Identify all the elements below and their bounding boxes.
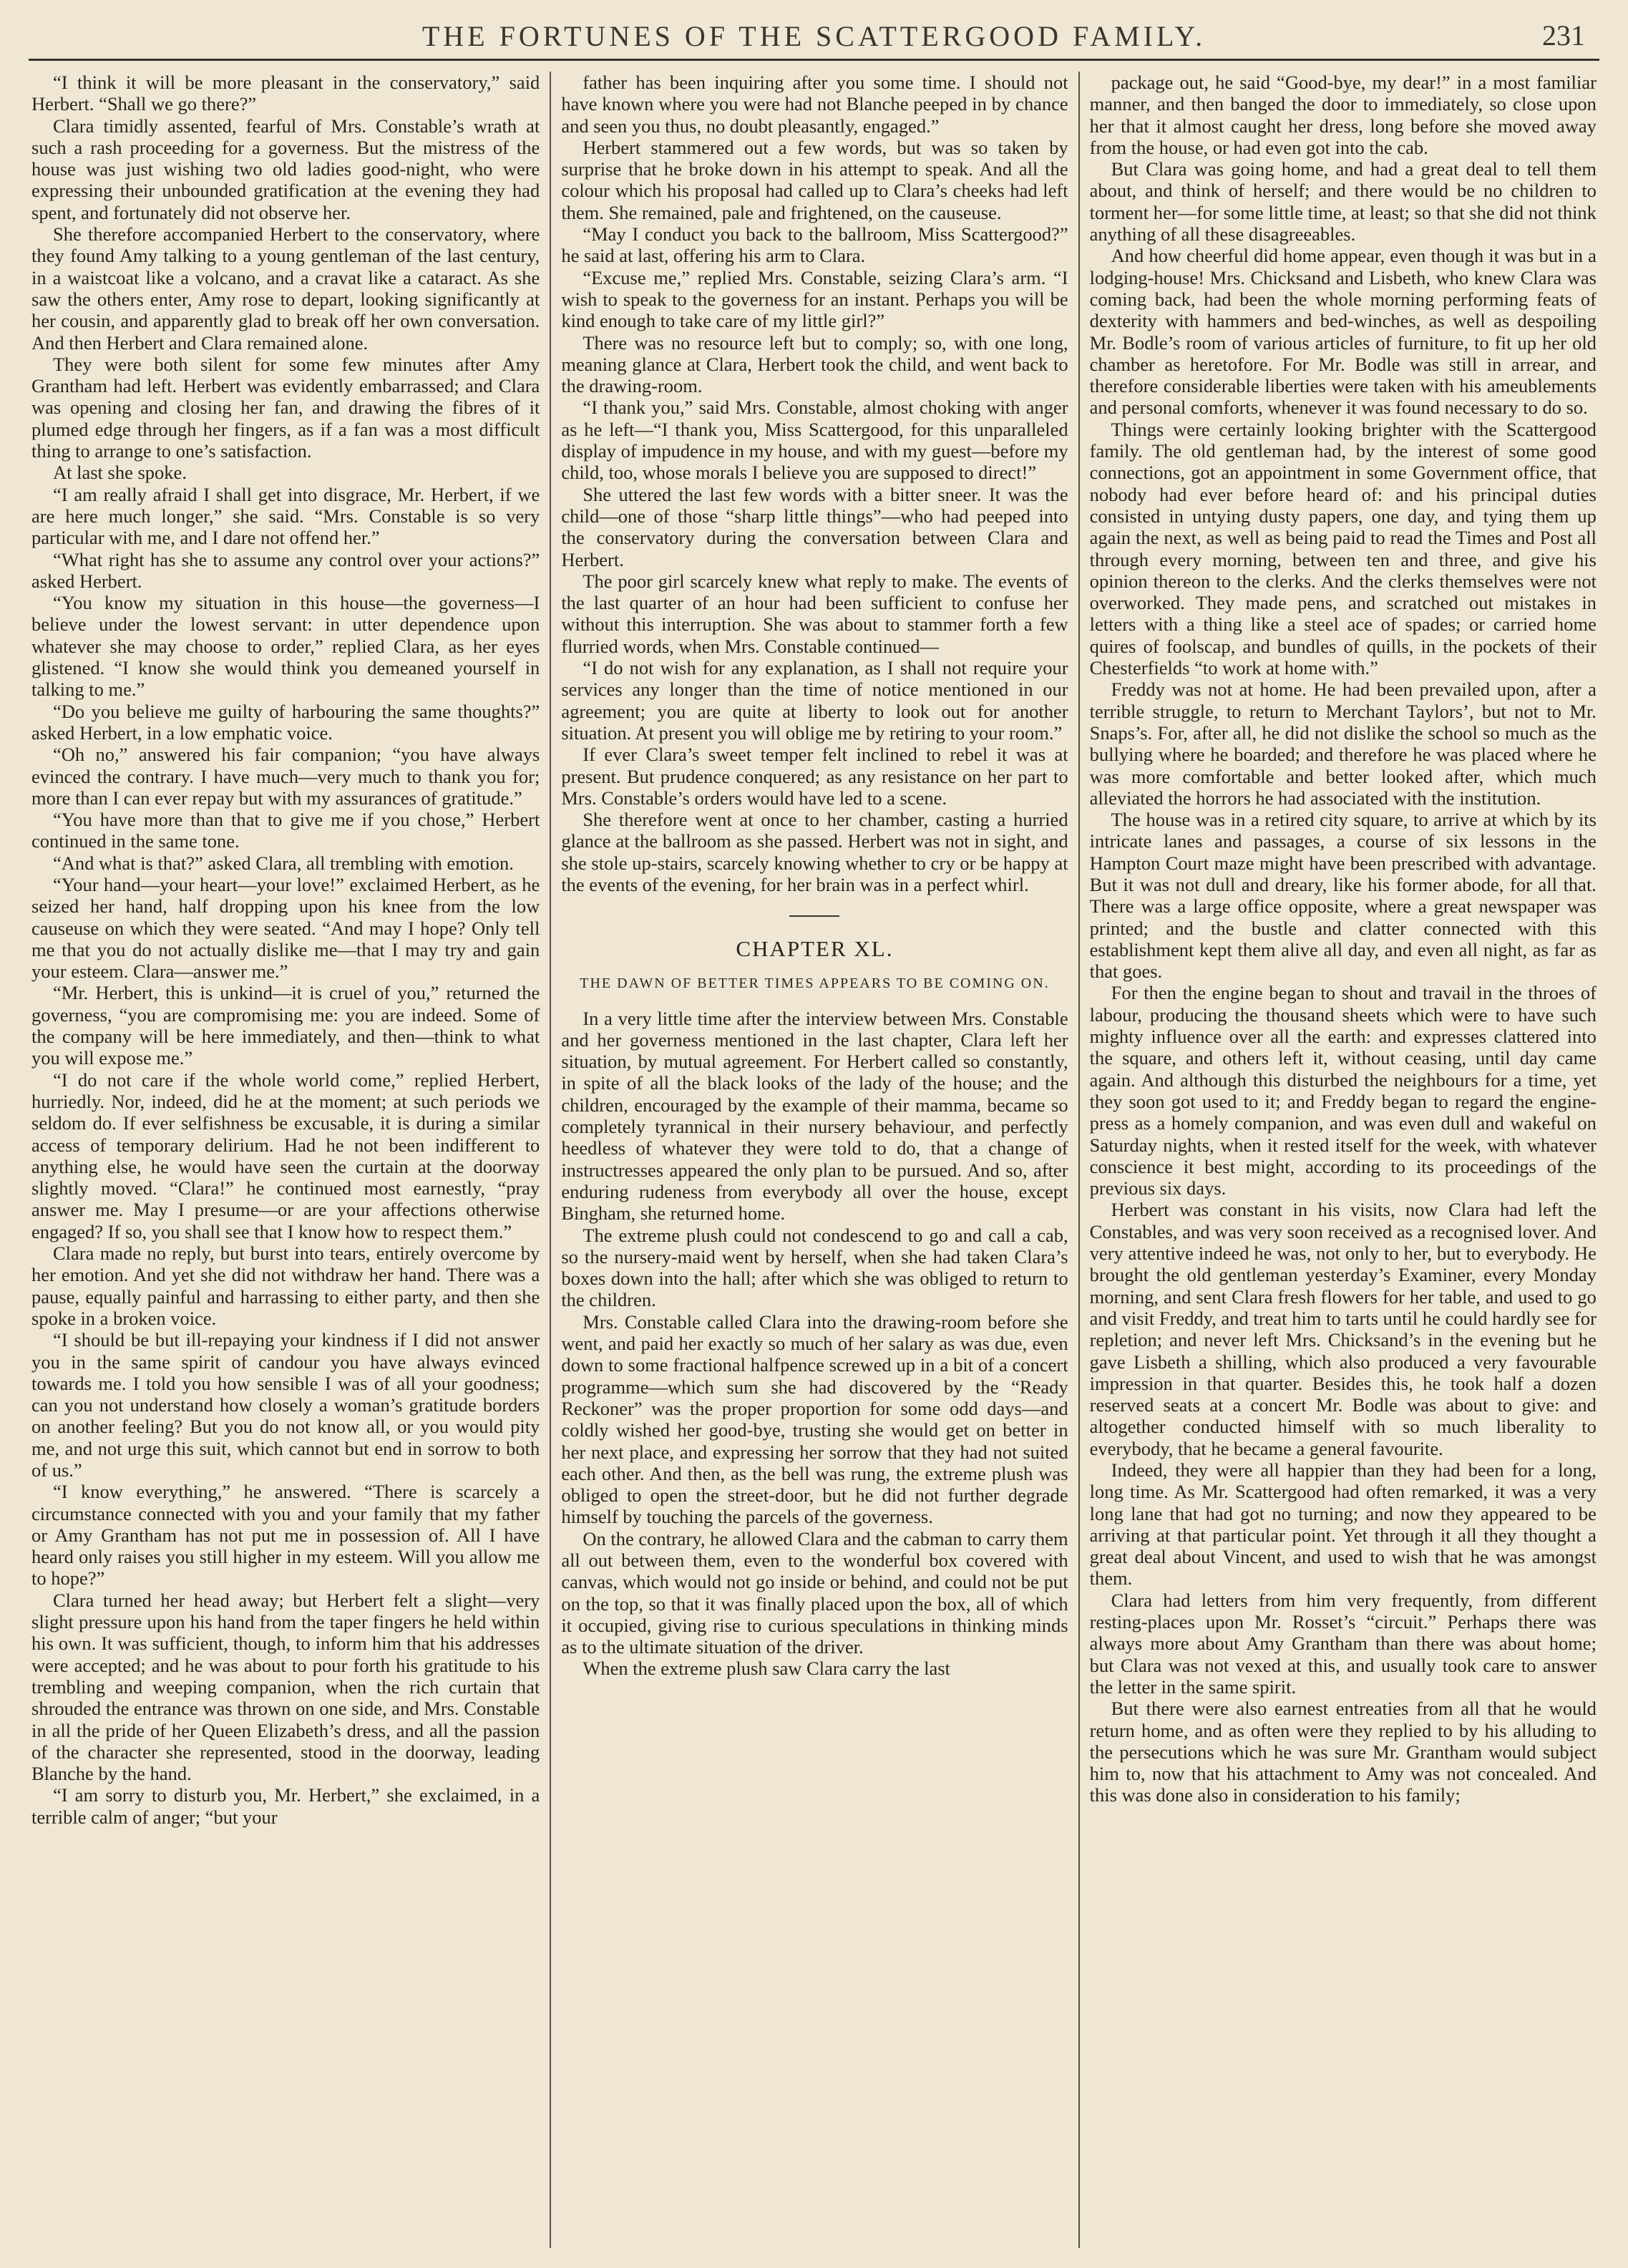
paragraph: “I do not care if the whole world come,” replied Herbert, hurriedly. Nor, indeed, did he at the moment; at such periods we seldom do. If ever selfishness be excusable, it is during a similar access of temporary delirium. Had he not been indifferent to anything else, he would have seen the curtain at the doorway slightly moved. “Clara!” he continued most earnestly, “pray answer me. May I presume—or are your affections otherwise engaged? If so, you shall see that I know how to respect them.” (31, 1069, 540, 1242)
column-left (21, 72, 550, 2248)
paragraph: Clara had letters from him very frequently, from different resting-places upon Mr. Rosset’s “circuit.” Perhaps there was always more about Amy Grantham than there was about home; but Clara was not vexed at this, and usually took care to answer the letter in the same spirit. (1089, 1589, 1597, 1698)
paragraph: “Your hand—your heart—your love!” exclaimed Herbert, as he seized her hand, half dropping upon his knee from the low causeuse on which they were seated. “And may I hope? Only tell me that you do not actually dislike me—that I may try and gain your esteem. Clara—answer me.” (31, 873, 540, 983)
page-header (29, 13, 1599, 61)
paragraph: She therefore accompanied Herbert to the conservatory, where they found Amy talking to a young gentleman of the last century, in a waistcoat like a volcano, and a cravat like a cataract. As she saw the others enter, Amy rose to depart, looking significantly at her cousin, and apparently glad to break off her own conversation. And then Herbert and Clara remained alone. (31, 223, 540, 354)
paragraph: Clara made no reply, but burst into tears, entirely overcome by her emotion. And yet she did not withdraw her hand. There was a pause, equally painful and harrassing to either party, and then she spoke in a broken voice. (31, 1242, 540, 1329)
running-title: THE FORTUNES OF THE SCATTERGOOD FAMILY. (421, 19, 1207, 52)
paragraph: The house was in a retired city square, to arrive at which by its intricate lanes and passages, a course of six lessons in the Hampton Court maze might have been prescribed with advantage. But it was not dull and dreary, like his former abode, for all that. There was a large office opposite, where a great newspaper was printed; and the bustle and clatter connected with this establishment kept them alive all day, and even all night, as far as that goes. (1089, 809, 1597, 983)
paragraph: Mrs. Constable called Clara into the drawing-room before she went, and paid her exactly so much of her salary as was due, even down to some fractional halfpence screwed up in a bit of a concert programme—which sum she had discovered by the “Ready Reckoner” was the proper proportion for some odd days—and coldly wished her good-bye, trusting she would get on better in her next place, and expressing her sorrow that they had not suited each other. And then, as the bell was rung, the extreme plush was obliged to open the street-door, but he did not further degrade himself by touching the parcels of the governess. (561, 1310, 1068, 1528)
paragraph: “I think it will be more pleasant in the conservatory,” said Herbert. “Shall we go there?” (31, 72, 540, 115)
paragraph: Freddy was not at home. He had been prevailed upon, after a terrible struggle, to return to Merchant Taylors’, but not to Mr. Snaps’s. For, after all, he did not dislike the school so much as the bullying where he boarded; and therefore he was placed where he was more comfortable and better looked after, which much alleviated the horrors he had associated with the institution. (1089, 678, 1597, 809)
paragraph: “You have more than that to give me if you chose,” Herbert continued in the same tone. (31, 809, 540, 852)
paragraph: But there were also earnest entreaties from all that he would return home, and as often were they replied to by his alluding to the persecutions which he was sure Mr. Grantham would subject him to, now that his attachment to Amy was not concealed. And this was done also in consideration to his family; (1089, 1698, 1597, 1806)
paragraph: “What right has she to assume any control over your actions?” asked Herbert. (31, 548, 540, 592)
paragraph: “I thank you,” said Mrs. Constable, almost choking with anger as he left—“I thank you, Miss Scattergood, for this unparalleled display of impudence in my house, and with my guest—before my child, too, whose morals I believe you are supposed to direct!” (561, 396, 1068, 484)
paragraph: “I am really afraid I shall get into disgrace, Mr. Herbert, if we are here much longer,” she said. “Mrs. Constable is so very particular with me, and I dare not offend her.” (31, 483, 540, 549)
paragraph: They were both silent for some few minutes after Amy Grantham had left. Herbert was evidently embarrassed; and Clara was opening and closing her fan, and drawing the fibres of it plumed edge through her fingers, as if a fan was a most difficult thing to arrange to one’s satisfaction. (31, 353, 540, 462)
paragraph: “I do not wish for any explanation, as I shall not require your services any longer than the time of notice mentioned in our agreement; you are quite at liberty to look out for another situation. At present you will oblige me by retiring to your room.” (561, 657, 1068, 744)
chapter-subtitle: THE DAWN OF BETTER TIMES APPEARS TO BE COMING ON. (580, 975, 1050, 991)
paragraph: Clara timidly assented, fearful of Mrs. Constable’s wrath at such a rash proceeding for a governess. But the mistress of the house was just wishing two old ladies good-night, who were expressing their unbounded gratification at the evening they had spent, and fortunately did not observe her. (31, 115, 540, 223)
paragraph: And how cheerful did home appear, even though it was but in a lodging-house! Mrs. Chicksand and Lisbeth, who knew Clara was coming back, had been the whole morning performing feats of dexterity with hammers and bed-winches, as well as despoiling Mr. Bodle’s room of various articles of furniture, to fit up her old chamber as heretofore. For Mr. Bodle was still in arrear, and therefore considerable liberties were taken with his ameublements and personal comforts, whenever it was found necessary to do so. (1089, 245, 1597, 419)
paragraph: “Oh no,” answered his fair companion; “you have always evinced the contrary. I have much—very much to thank you for; more than I can ever repay but with my assurances of gratitude.” (31, 744, 540, 809)
paragraph: For then the engine began to shout and travail in the throes of labour, producing the thousand sheets which were to have such mighty influence over all the earth: and expresses clattered into the square, and others left it, without ceasing, until day came again. And although this disturbed the neighbours for a time, yet they soon got used to it; and Freddy began to regard the engine-press as a homely companion, and was even dull and wakeful on Saturday nights, when it rested itself for the week, with whatever conscience it best might, according to its proceedings of the previous six days. (1089, 982, 1597, 1199)
paragraph: “Do you believe me guilty of harbouring the same thoughts?” asked Herbert, in a low emphatic voice. (31, 700, 540, 744)
page-number: 231 (1542, 19, 1585, 52)
paragraph: “Excuse me,” replied Mrs. Constable, seizing Clara’s arm. “I wish to speak to the governess for an instant. Perhaps you will be kind enough to take care of my little girl?” (561, 266, 1068, 332)
paragraph: Herbert was constant in his visits, now Clara had left the Constables, and was very soon received as a recognised lover. And very attentive indeed he was, not only to her, but to everybody. He brought the old gentleman yesterday’s Examiner, every Monday morning, and sent Clara fresh flowers for her table, and used to go and visit Freddy, and treat him to tarts until he could hardly see for repletion; and never left Mrs. Chicksand’s in the evening but he gave Lisbeth a shilling, which also produced a very favourable impression in that quarter. Besides this, he took half a dozen reserved seats at a concert Mr. Bodle was about to give: and altogether conducted himself with so much liberality to everybody, that he became a general favourite. (1089, 1199, 1597, 1459)
column-right (1078, 72, 1607, 2248)
paragraph: “You know my situation in this house—the governess—I believe under the lowest servant: in utter dependence upon whatever she may choose to order,” replied Clara, as her eyes glistened. “I know she would think you demeaned yourself in talking to me.” (31, 592, 540, 701)
paragraph: Herbert stammered out a few words, but was so taken by surprise that he broke down in his attempt to speak. And all the colour which his proposal had called up to Clara’s cheeks had left them. She remained, pale and frightened, on the causeuse. (561, 136, 1068, 223)
paragraph: “I should be but ill-repaying your kindness if I did not answer you in the same spirit of candour you have always evinced towards me. I told you how sensible I was of all your goodness; can you not understand how closely a woman’s gratitude borders on another feeling? But you do not know all, or you would pity me, and not urge this suit, which cannot but end in sorrow to both of us.” (31, 1329, 540, 1481)
paragraph: In a very little time after the interview between Mrs. Constable and her governess mentioned in the last chapter, Clara left her situation, by mutual agreement. For Herbert called so constantly, in spite of all the black looks of the lady of the house; and the children, encouraged by the example of their mamma, became so completely tyrannical in their nursery behaviour, and perfectly heedless of whatever they were told to do, that a change of instructresses appeared the only plan to be pursued. And so, after enduring rudeness from everybody all over the house, except Bingham, she returned home. (561, 1007, 1068, 1225)
paragraph: On the contrary, he allowed Clara and the cabman to carry them all out between them, even to the wonderful box covered with canvas, which would not go inside or behind, and could not be put on the top, so that it was finally placed upon the box, all of which it occupied, giving rise to curious speculations in thinking minds as to the ultimate situation of the driver. (561, 1527, 1068, 1658)
paragraph: “I am sorry to disturb you, Mr. Herbert,” she exclaimed, in a terrible calm of anger; “but your (31, 1784, 540, 1828)
paragraph: “I know everything,” he answered. “There is scarcely a circumstance connected with you and your family that my father or Amy Grantham has not put me in possession of. All I have heard only raises you still higher in my esteem. Will you allow me to hope?” (31, 1481, 540, 1590)
chapter-title: CHAPTER XL. (736, 936, 894, 962)
paragraph: Indeed, they were all happier than they had been for a long, long time. As Mr. Scattergood had often remarked, it was a very long lane that had got no turning; and now they appeared to be arriving at that particular point. Yet through it all they thought a great deal about Vincent, and used to wish that he was amongst them. (1089, 1459, 1597, 1590)
column-middle-bottom-text (561, 1008, 1068, 1680)
column-middle (550, 72, 1078, 2248)
paragraph: “Mr. Herbert, this is unkind—it is cruel of you,” returned the governess, “you are compromising me: you are indeed. Some of the company will be here immediately, and then—think to what you will expose me.” (31, 982, 540, 1069)
paragraph: If ever Clara’s sweet temper felt inclined to rebel it was at present. But prudence conquered; as any resistance on her part to Mrs. Constable’s orders would have led to a scene. (561, 744, 1068, 809)
paragraph: When the extreme plush saw Clara carry the last (583, 1658, 950, 1680)
section-divider (789, 915, 839, 917)
paragraph: But Clara was going home, and had a great deal to tell them about, and think of herself; and there would be no children to torment her—for some little time, at least; so that she did not think anything of all these disagreeables. (1089, 158, 1597, 245)
paragraph: “May I conduct you back to the ballroom, Miss Scattergood?” he said at last, offering his arm to Clara. (561, 223, 1068, 267)
paragraph: package out, he said “Good-bye, my dear!” in a most familiar manner, and then banged the door to immediately, so close upon her that it almost caught her dress, long before she moved away from the house, or had even got into the cab. (1089, 72, 1597, 158)
paragraph: There was no resource left but to comply; so, with one long, meaning glance at Clara, Herbert took the child, and went back to the drawing-room. (561, 331, 1068, 397)
paragraph: The poor girl scarcely knew what reply to make. The events of the last quarter of an hour had been sufficient to confuse her without this interruption. She was about to stammer forth a few flurried words, when Mrs. Constable continued— (561, 570, 1068, 657)
text-columns (21, 72, 1607, 2248)
column-middle-top-text (561, 72, 1068, 895)
paragraph: She uttered the last few words with a bitter sneer. It was the child—one of those “sharp little things”—who had peeped into the conservatory during the conversation between Clara and Herbert. (561, 483, 1068, 570)
paragraph: father has been inquiring after you some time. I should not have known where you were had not Blanche peeped in by chance and seen you thus, no doubt pleasantly, engaged.” (561, 72, 1068, 137)
paragraph: She therefore went at once to her chamber, casting a hurried glance at the ballroom as she passed. Herbert was not in sight, and she stole up-stairs, scarcely knowing whether to cry or be happy at the events of the evening, for her brain was in a perfect whirl. (561, 809, 1068, 895)
paragraph: Clara turned her head away; but Herbert felt a slight—very slight pressure upon his hand from the taper fingers he held within his own. It was sufficient, though, to inform him that his addresses were accepted; and he was about to pour forth his gratitude to his trembling and weeping companion, when the rich curtain that shrouded the entrance was thrown on one side, and Mrs. Constable in all the pride of her Queen Elizabeth’s dress, and all the passion of the character she represented, stood in the doorway, leading Blanche by the hand. (31, 1589, 540, 1785)
paragraph: Things were certainly looking brighter with the Scattergood family. The old gentleman had, by the interest of some good connections, got an appointment in some Government office, that nobody had ever before heard of: and his principal duties consisted in untying dusty papers, one day, and tying them up again the next, as well as being paid to read the Times and Post all through every morning, between ten and three, and give his opinion thereon to the clerks. And the clerks themselves were not overworked. They made pens, and scratched out mistakes in letters with a thing like a steel ace of spades; or carried home quires of foolscap, and bundles of quills, in the pockets of their Chesterfields “to work at home with.” (1089, 418, 1597, 679)
paragraph: The extreme plush could not condescend to go and call a cab, so the nursery-maid went by herself, when she had taken Clara’s boxes down into the hall; after which she was obliged to return to the children. (561, 1224, 1068, 1311)
paragraph: At last she spoke. (53, 462, 187, 484)
paragraph: “And what is that?” asked Clara, all trembling with emotion. (53, 852, 514, 874)
